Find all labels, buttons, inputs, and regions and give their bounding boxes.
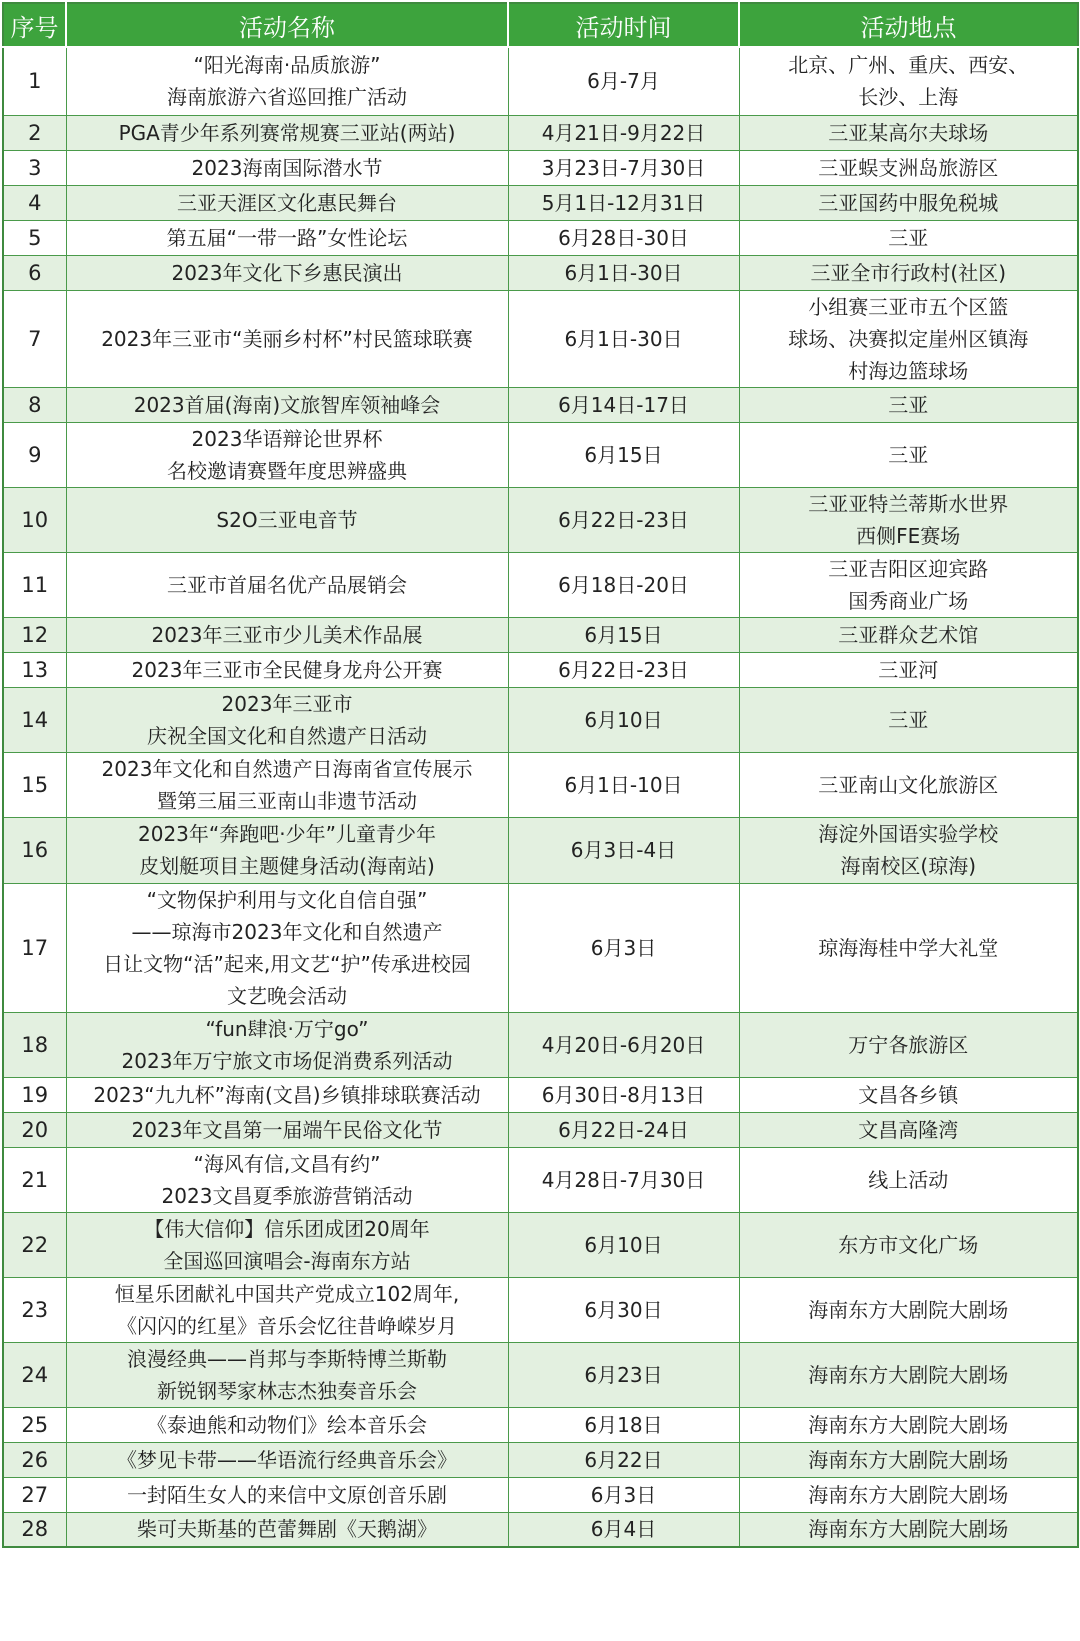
cell-no: 22 [3,1212,66,1277]
cell-no: 1 [3,47,66,115]
cell-time: 6月10日 [508,687,739,752]
table-row [3,115,1078,150]
cell-time: 6月3日-4日 [508,817,739,883]
cell-place: 三亚南山文化旅游区 [739,752,1078,817]
header-name: 活动名称 [66,3,508,47]
cell-time: 6月15日 [508,422,739,487]
cell-no: 25 [3,1407,66,1442]
cell-no: 16 [3,817,66,883]
cell-time: 4月28日-7月30日 [508,1147,739,1212]
cell-name: 2023海南国际潜水节 [66,150,508,185]
cell-name: 恒星乐团献礼中国共产党成立102周年, 《闪闪的红星》音乐会忆往昔峥嵘岁月 [66,1277,508,1342]
cell-place: 三亚 [739,687,1078,752]
table-row [3,150,1078,185]
cell-place: 三亚吉阳区迎宾路 国秀商业广场 [739,552,1078,617]
cell-no: 10 [3,487,66,552]
cell-place: 海南东方大剧院大剧场 [739,1342,1078,1407]
cell-no: 11 [3,552,66,617]
cell-name: 三亚市首届名优产品展销会 [66,552,508,617]
cell-place: 文昌高隆湾 [739,1112,1078,1147]
cell-place: 小组赛三亚市五个区篮 球场、决赛拟定崖州区镇海 村海边篮球场 [739,290,1078,387]
cell-place: 三亚 [739,387,1078,422]
cell-name: 柴可夫斯基的芭蕾舞剧《天鹅湖》 [66,1512,508,1547]
cell-name: 2023年三亚市全民健身龙舟公开赛 [66,652,508,687]
cell-name: 第五届“一带一路”女性论坛 [66,220,508,255]
cell-name: “fun肆浪·万宁go” 2023年万宁旅文市场促消费系列活动 [66,1012,508,1077]
table-row [3,1342,1078,1407]
cell-place: 海南东方大剧院大剧场 [739,1407,1078,1442]
cell-name: 2023年文化和自然遗产日海南省宣传展示 暨第三届三亚南山非遗节活动 [66,752,508,817]
cell-time: 6月-7月 [508,47,739,115]
cell-no: 7 [3,290,66,387]
cell-no: 15 [3,752,66,817]
cell-time: 3月23日-7月30日 [508,150,739,185]
cell-time: 6月30日 [508,1277,739,1342]
cell-no: 18 [3,1012,66,1077]
cell-time: 6月10日 [508,1212,739,1277]
cell-name: “阳光海南·品质旅游” 海南旅游六省巡回推广活动 [66,47,508,115]
table-row [3,487,1078,552]
cell-no: 17 [3,883,66,1012]
cell-no: 26 [3,1442,66,1477]
table-row [3,255,1078,290]
cell-no: 12 [3,617,66,652]
cell-place: 万宁各旅游区 [739,1012,1078,1077]
cell-name: S2O三亚电音节 [66,487,508,552]
cell-time: 6月14日-17日 [508,387,739,422]
cell-time: 6月4日 [508,1512,739,1547]
cell-time: 6月22日-23日 [508,487,739,552]
cell-name: 一封陌生女人的来信中文原创音乐剧 [66,1477,508,1512]
cell-name: 2023首届(海南)文旅智库领袖峰会 [66,387,508,422]
cell-no: 2 [3,115,66,150]
table-row [3,752,1078,817]
table-body [3,47,1078,1547]
cell-place: 海南东方大剧院大剧场 [739,1477,1078,1512]
table-row [3,185,1078,220]
cell-no: 20 [3,1112,66,1147]
cell-place: 三亚 [739,422,1078,487]
cell-no: 21 [3,1147,66,1212]
cell-no: 8 [3,387,66,422]
cell-time: 6月15日 [508,617,739,652]
header-time: 活动时间 [508,3,739,47]
cell-time: 4月21日-9月22日 [508,115,739,150]
cell-no: 6 [3,255,66,290]
table-row [3,1147,1078,1212]
cell-no: 3 [3,150,66,185]
cell-name: 三亚天涯区文化惠民舞台 [66,185,508,220]
cell-time: 6月30日-8月13日 [508,1077,739,1112]
cell-place: 琼海海桂中学大礼堂 [739,883,1078,1012]
cell-place: 三亚 [739,220,1078,255]
table-header-row [3,3,1078,47]
table-row [3,1407,1078,1442]
cell-place: 三亚国药中服免税城 [739,185,1078,220]
table-row [3,1277,1078,1342]
cell-no: 24 [3,1342,66,1407]
cell-place: 文昌各乡镇 [739,1077,1078,1112]
table-row [3,1212,1078,1277]
header-place: 活动地点 [739,3,1078,47]
cell-name: 2023年文昌第一届端午民俗文化节 [66,1112,508,1147]
cell-time: 6月3日 [508,1477,739,1512]
cell-place: 海南东方大剧院大剧场 [739,1277,1078,1342]
cell-place: 东方市文化广场 [739,1212,1078,1277]
cell-place: 海南东方大剧院大剧场 [739,1512,1078,1547]
cell-name: 2023“九九杯”海南(文昌)乡镇排球联赛活动 [66,1077,508,1112]
cell-place: 线上活动 [739,1147,1078,1212]
cell-place: 海淀外国语实验学校 海南校区(琼海) [739,817,1078,883]
activity-table [2,2,1079,1548]
table-row [3,290,1078,387]
cell-time: 6月23日 [508,1342,739,1407]
cell-name: 2023年三亚市少儿美术作品展 [66,617,508,652]
table-row [3,1077,1078,1112]
table-row [3,387,1078,422]
table-row [3,1477,1078,1512]
cell-time: 6月22日-23日 [508,652,739,687]
cell-no: 23 [3,1277,66,1342]
cell-name: “文物保护利用与文化自信自强” ——琼海市2023年文化和自然遗产 日让文物“活”起来,用文艺“护”传承进校园 文艺晚会活动 [66,883,508,1012]
table-row [3,1442,1078,1477]
cell-name: 2023年“奔跑吧·少年”儿童青少年 皮划艇项目主题健身活动(海南站) [66,817,508,883]
cell-no: 14 [3,687,66,752]
cell-name: PGA青少年系列赛常规赛三亚站(两站) [66,115,508,150]
cell-place: 北京、广州、重庆、西安、 长沙、上海 [739,47,1078,115]
cell-name: 浪漫经典——肖邦与李斯特博兰斯勒 新锐钢琴家林志杰独奏音乐会 [66,1342,508,1407]
cell-no: 4 [3,185,66,220]
table-row [3,422,1078,487]
cell-time: 6月18日-20日 [508,552,739,617]
cell-place: 三亚河 [739,652,1078,687]
cell-time: 6月18日 [508,1407,739,1442]
cell-name: 【伟大信仰】信乐团成团20周年 全国巡回演唱会-海南东方站 [66,1212,508,1277]
table-row [3,883,1078,1012]
table-row [3,687,1078,752]
cell-no: 5 [3,220,66,255]
cell-time: 6月22日 [508,1442,739,1477]
cell-no: 19 [3,1077,66,1112]
cell-time: 6月1日-30日 [508,255,739,290]
cell-place: 三亚全市行政村(社区) [739,255,1078,290]
cell-name: 2023华语辩论世界杯 名校邀请赛暨年度思辨盛典 [66,422,508,487]
cell-name: 2023年三亚市“美丽乡村杯”村民篮球联赛 [66,290,508,387]
table-row [3,1012,1078,1077]
header-no: 序号 [3,3,66,47]
cell-time: 6月1日-10日 [508,752,739,817]
cell-time: 6月1日-30日 [508,290,739,387]
cell-place: 三亚群众艺术馆 [739,617,1078,652]
cell-no: 9 [3,422,66,487]
cell-time: 4月20日-6月20日 [508,1012,739,1077]
table-row [3,47,1078,115]
table-row [3,652,1078,687]
cell-place: 三亚某高尔夫球场 [739,115,1078,150]
cell-no: 27 [3,1477,66,1512]
cell-name: 《梦见卡带——华语流行经典音乐会》 [66,1442,508,1477]
cell-name: 2023年文化下乡惠民演出 [66,255,508,290]
cell-no: 28 [3,1512,66,1547]
table-row [3,220,1078,255]
cell-place: 三亚亚特兰蒂斯水世界 西侧FE赛场 [739,487,1078,552]
cell-time: 5月1日-12月31日 [508,185,739,220]
cell-no: 13 [3,652,66,687]
table-row [3,817,1078,883]
table-row [3,552,1078,617]
cell-place: 海南东方大剧院大剧场 [739,1442,1078,1477]
cell-name: 2023年三亚市 庆祝全国文化和自然遗产日活动 [66,687,508,752]
table-row [3,617,1078,652]
table-row [3,1112,1078,1147]
cell-place: 三亚蜈支洲岛旅游区 [739,150,1078,185]
cell-name: 《泰迪熊和动物们》绘本音乐会 [66,1407,508,1442]
cell-time: 6月28日-30日 [508,220,739,255]
table-row [3,1512,1078,1547]
cell-time: 6月22日-24日 [508,1112,739,1147]
cell-name: “海风有信,文昌有约” 2023文昌夏季旅游营销活动 [66,1147,508,1212]
cell-time: 6月3日 [508,883,739,1012]
